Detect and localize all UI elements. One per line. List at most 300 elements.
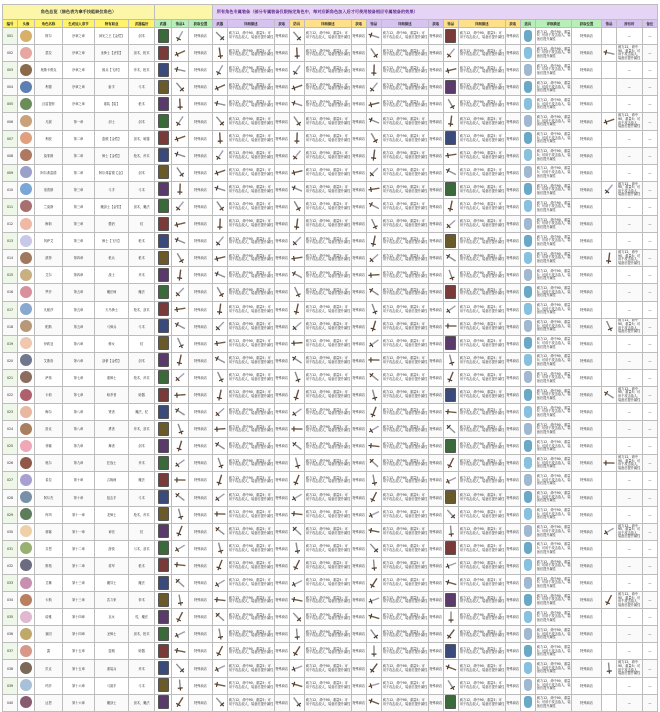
description-cell: 威力12，命中90，重量5；可用于攻击敌人，装备后提升属性 [458,369,505,386]
column-header: 头像 [17,20,34,28]
cell: 第十三章 [62,592,94,609]
description-cell: 威力12，命中90，重量5；可用于攻击敌人，装备后提升属性 [458,62,505,79]
table-row[interactable] [3,506,658,523]
icon-cell [366,438,381,455]
tome-icon [158,695,169,709]
avatar [20,47,32,59]
avatar-cell [17,626,34,643]
icon-cell [443,250,458,267]
icon-cell [520,369,535,386]
icon-cell [154,677,171,694]
icon-cell [172,62,189,79]
cell: 召唤师 [94,472,128,489]
potion-icon [524,183,532,195]
description-cell: 威力12，命中90，重量5；可用于攻击敌人，装备后提升属性 [227,164,274,181]
source-cell: 特殊商店 [274,181,289,198]
source-cell: 特殊商店 [505,694,520,711]
avatar [20,645,32,657]
description-cell: 威力12，命中90，重量5；可用于攻击敌人，装备后提升属性 [458,181,505,198]
table-row[interactable] [3,557,658,574]
weapon-icon [368,149,380,161]
source-cell: 特殊商店 [274,96,289,113]
source-cell: 特殊商店 [189,694,213,711]
icon-cell [366,677,381,694]
source-cell: 特殊商店 [428,130,443,147]
icon-cell [443,489,458,506]
table-row[interactable] [3,284,658,301]
description-cell: 威力12，命中90，重量5；可用于攻击敌人，装备后提升属性 [227,404,274,421]
table-row[interactable] [3,113,658,130]
description-cell: 威力12，命中90，重量5；可用于攻击敌人，装备后提升属性 [227,233,274,250]
icon-cell [366,96,381,113]
description-cell: 威力12，命中90，重量5；可用于攻击敌人，装备后提升属性 [535,472,571,489]
table-row[interactable] [3,404,658,421]
weapon-icon [214,200,226,212]
icon-cell [520,335,535,352]
icon-cell [289,45,304,62]
icon-cell [443,79,458,96]
weapon-icon [368,337,380,349]
description-cell: 威力12，命中90，重量5；可用于攻击敌人，装备后提升属性 [535,421,571,438]
source-cell: 特殊商店 [274,421,289,438]
avatar [20,611,32,623]
weapon-icon [291,457,303,469]
row-id: 010 [3,181,18,198]
source-cell: 特殊商店 [505,250,520,267]
weapon-icon [214,611,226,623]
description-cell: 威力12，命中90，重量5；可用于攻击敌人，装备后提升属性 [227,318,274,335]
icon-cell [366,540,381,557]
source-cell: 特殊商店 [505,113,520,130]
cell: 剑术，枪术 [129,626,155,643]
icon-cell [172,557,189,574]
description-cell: 威力12，命中90，重量5；可用于攻击敌人，装备后提升属性 [304,216,351,233]
weapon-icon [174,81,186,93]
avatar [20,149,32,161]
icon-cell [172,147,189,164]
icon-cell [289,421,304,438]
empty-cell: — [642,216,657,233]
description-cell: 威力12，命中90，重量5；可用于攻击敌人，装备后提升属性 [458,164,505,181]
weapon-icon [368,286,380,298]
description-cell: 威力12，命中90，重量5；可用于攻击敌人，装备后提升属性 [458,575,505,592]
table-row[interactable] [3,369,658,386]
source-cell: 特殊商店 [189,557,213,574]
cell: 奥尔 [35,455,63,472]
weapon-icon [174,457,186,469]
cell: 阿尔杰 [35,489,63,506]
description-cell: 威力12，命中90，重量5；可用于攻击敌人，装备后提升属性 [381,164,428,181]
table-row[interactable] [3,609,658,626]
cell: 利波 [35,130,63,147]
cell: 骑士【金铠】 [94,147,128,164]
cell: 杖，魔法 [129,609,155,626]
tome-icon [158,29,169,43]
source-cell: 特殊商店 [572,472,602,489]
source-cell: 特殊商店 [351,301,366,318]
source-cell: 特殊商店 [572,626,602,643]
cell: 射手 [94,79,128,96]
table-row[interactable] [3,643,658,660]
weapon-icon [174,183,186,195]
source-cell: 特殊商店 [274,301,289,318]
source-cell: 特殊商店 [189,455,213,472]
table-row[interactable] [3,198,658,215]
table-row[interactable] [3,250,658,267]
cell: 暗器 [129,643,155,660]
description-cell: 威力12，命中90，重量5；可用于攻击敌人，装备后提升属性 [535,523,571,540]
icon-cell [443,386,458,403]
source-cell: 特殊商店 [189,660,213,677]
avatar-cell [17,421,34,438]
table-row[interactable] [3,335,658,352]
avatar [20,371,32,383]
icon-cell [366,79,381,96]
potion-icon [524,491,532,503]
icon-cell [289,557,304,574]
table-row[interactable] [3,386,658,403]
column-header: 获取 [505,20,520,28]
icon-cell [289,694,304,711]
cell: 狙击手 [94,489,128,506]
description-cell: 威力12，命中90，重量5；可用于攻击敌人，装备后提升属性 [458,626,505,643]
weapon-icon [214,149,226,161]
icon-cell [366,335,381,352]
icon-cell [602,198,617,215]
description-cell: 威力12，命中90，重量5；可用于攻击敌人，装备后提升属性 [227,489,274,506]
description-cell: 威力12，命中90，重量5；可用于攻击敌人，装备后提升属性 [535,318,571,335]
empty-cell: — [642,472,657,489]
icon-cell [602,592,617,609]
source-cell: 特殊商店 [505,198,520,215]
weapon-icon [368,269,380,281]
description-cell: 威力12，命中90，重量5；可用于攻击敌人，装备后提升属性 [304,421,351,438]
description-cell: 威力12，命中90，重量5；可用于攻击敌人，装备后提升属性 [458,233,505,250]
potion-icon [524,200,532,212]
icon-cell [602,96,617,113]
icon-cell [443,96,458,113]
icon-cell [520,318,535,335]
cell: 龙骑士 [94,506,128,523]
cell: 塞因 [35,626,63,643]
weapon-icon [291,320,303,332]
cell: 杖 [129,216,155,233]
cell: 圣骑士 [94,626,128,643]
tome-icon [445,336,456,350]
icon-cell [212,233,227,250]
table-row[interactable] [3,575,658,592]
row-id: 038 [3,660,18,677]
column-header: 详细描述 [381,20,428,28]
table-row[interactable] [3,352,658,369]
description-cell: 威力12，命中90，重量5；可用于攻击敌人，装备后提升属性 [535,28,571,45]
avatar-cell [17,284,34,301]
icon-cell [172,216,189,233]
table-row[interactable] [3,472,658,489]
description-cell: 威力12，命中90，重量5；可用于攻击敌人，装备后提升属性 [227,506,274,523]
icon-cell [212,369,227,386]
weapon-icon [603,389,615,401]
cell: 勇者 [94,421,128,438]
table-row[interactable] [3,540,658,557]
weapon-icon [291,218,303,230]
table-row[interactable] [3,660,658,677]
cell: 剑术 [129,352,155,369]
source-cell: 特殊商店 [351,575,366,592]
table-row[interactable] [3,267,658,284]
description-cell: 威力12，命中90，重量5；可用于攻击敌人，装备后提升属性 [227,62,274,79]
description-cell: 威力12，命中90，重量5；可用于攻击敌人，装备后提升属性 [535,216,571,233]
column-header: 获取位置 [189,20,213,28]
description-cell: 威力12，命中90，重量5；可用于攻击敌人，装备后提升属性 [458,284,505,301]
empty-cell: — [642,523,657,540]
source-cell: 特殊商店 [572,28,602,45]
column-header: 持有时 [616,20,642,28]
icon-cell [443,198,458,215]
icon-cell [602,557,617,574]
empty-cell: — [642,386,657,403]
weapon-icon [368,354,380,366]
source-cell: 特殊商店 [572,79,602,96]
weapon-icon [445,303,457,315]
table-row[interactable] [3,79,658,96]
table-row[interactable] [3,216,658,233]
table-row[interactable] [3,62,658,79]
source-cell: 特殊商店 [505,96,520,113]
icon-cell [602,164,617,181]
source-cell: 特殊商店 [189,523,213,540]
weapon-icon [174,132,186,144]
table-row[interactable] [3,694,658,711]
description-cell: 威力12，命中90，重量5；可用于攻击敌人，装备后提升属性 [304,113,351,130]
description-cell: 威力12，命中90，重量5；可用于攻击敌人，装备后提升属性 [381,79,428,96]
cell: 第十章 [62,472,94,489]
icon-cell [520,643,535,660]
weapon-icon [291,594,303,606]
table-row[interactable] [3,130,658,147]
source-cell: 特殊商店 [428,421,443,438]
source-cell: 特殊商店 [351,557,366,574]
source-cell: 特殊商店 [428,181,443,198]
table-row[interactable] [3,301,658,318]
icon-cell [520,438,535,455]
icon-cell [154,181,171,198]
tome-icon [445,593,456,607]
description-cell: 威力12，命中90，重量5；可用于攻击敌人，装备后提升属性 [458,352,505,369]
potion-icon [524,423,532,435]
table-row[interactable] [3,164,658,181]
icon-cell [443,472,458,489]
source-cell: 特殊商店 [351,455,366,472]
table-row[interactable] [3,96,658,113]
tome-icon [158,456,169,470]
source-cell: 特殊商店 [572,540,602,557]
avatar [20,679,32,691]
cell: 第十四章 [62,626,94,643]
weapon-icon [174,320,186,332]
empty-cell: — [642,233,657,250]
avatar [20,406,32,418]
empty-cell: — [616,301,642,318]
description-cell: 威力12，命中90，重量5；可用于攻击敌人，装备后提升属性 [381,369,428,386]
icon-cell [443,335,458,352]
source-cell: 特殊商店 [274,335,289,352]
icon-cell [520,164,535,181]
cell: 天马骑士 [94,301,128,318]
description-cell: 威力12，命中90，重量5；可用于攻击敌人，装备后提升属性 [227,472,274,489]
description-cell: 威力12，命中90，重量5；可用于攻击敌人，装备后提升属性 [227,113,274,130]
source-cell: 特殊商店 [351,147,366,164]
weapon-icon [368,679,380,691]
table-row[interactable] [3,523,658,540]
source-cell: 特殊商店 [505,626,520,643]
icon-cell [212,352,227,369]
cell: 巫女 [94,609,128,626]
description-cell: 威力12，命中90，重量5；可用于攻击敌人，装备后提升属性 [381,113,428,130]
icon-cell [154,575,171,592]
table-row[interactable] [3,438,658,455]
weapon-icon [214,542,226,554]
weapon-icon [291,47,303,59]
source-cell: 特殊商店 [351,335,366,352]
weapon-icon [214,679,226,691]
potion-icon [524,235,532,247]
weapon-icon [291,577,303,589]
avatar [20,559,32,571]
icon-cell [172,660,189,677]
cell: 序章之章 [62,28,94,45]
icon-cell [212,250,227,267]
table-row[interactable] [3,233,658,250]
cell: 第二章 [62,164,94,181]
table-row[interactable] [3,181,658,198]
row-id: 004 [3,79,18,96]
weapon-icon [214,406,226,418]
table-row[interactable] [3,592,658,609]
cell: 弓箭手 [94,677,128,694]
cell: 卡莉 [35,386,63,403]
tome-icon [445,285,456,299]
source-cell: 特殊商店 [505,438,520,455]
cell: 梅尔 [35,404,63,421]
description-cell: 威力12，命中90，重量5；可用于攻击敌人，装备后提升属性 [535,438,571,455]
icon-cell [602,386,617,403]
empty-cell: — [642,575,657,592]
icon-cell [172,609,189,626]
avatar-cell [17,45,34,62]
source-cell: 特殊商店 [428,472,443,489]
empty-cell: — [616,147,642,164]
left-title-blank [154,5,212,20]
table-row[interactable] [3,677,658,694]
weapon-icon [603,320,615,332]
cell: 库玛 [35,506,63,523]
icon-cell [172,233,189,250]
potion-icon [524,628,532,640]
icon-cell [154,694,171,711]
weapon-icon [174,474,186,486]
table-row[interactable] [3,45,658,62]
table-row[interactable] [3,147,658,164]
icon-cell [154,472,171,489]
empty-cell: — [616,79,642,96]
empty-cell: — [642,540,657,557]
cell: 第三章 [62,181,94,198]
source-cell: 特殊商店 [274,592,289,609]
table-row[interactable] [3,318,658,335]
weapon-icon [174,303,186,315]
cell: 游侠 [94,540,128,557]
weapon-icon [368,696,380,708]
cell: 枪术 [129,96,155,113]
character-table [2,4,658,712]
icon-cell [154,233,171,250]
tome-icon [158,507,169,521]
weapon-icon [368,64,380,76]
weapon-icon [368,200,380,212]
cell: 序章之章 [62,45,94,62]
potion-icon [524,303,532,315]
tome-icon [158,473,169,487]
avatar-cell [17,96,34,113]
source-cell: 特殊商店 [351,181,366,198]
table-row[interactable] [3,455,658,472]
tome-icon [158,217,169,231]
tome-icon [445,644,456,658]
weapon-icon [214,81,226,93]
empty-cell: — [642,369,657,386]
source-cell: 特殊商店 [274,575,289,592]
source-cell: 特殊商店 [189,352,213,369]
weapon-icon [368,559,380,571]
icon-cell [154,284,171,301]
potion-icon [524,47,532,59]
empty-cell: — [642,130,657,147]
description-cell: 威力12，命中90，重量5；可用于攻击敌人，装备后提升属性 [381,609,428,626]
table-row[interactable] [3,489,658,506]
source-cell: 特殊商店 [428,677,443,694]
weapon-icon [291,696,303,708]
weapon-icon [174,252,186,264]
table-row[interactable] [3,421,658,438]
source-cell: 特殊商店 [505,267,520,284]
icon-cell [172,96,189,113]
cell: 魔剑士 [94,694,128,711]
avatar [20,303,32,315]
cell: 佣兵【飞斧】 [94,62,128,79]
source-cell: 特殊商店 [572,369,602,386]
avatar-cell [17,575,34,592]
table-row[interactable] [3,28,658,45]
weapon-icon [174,645,186,657]
weapon-icon [368,303,380,315]
source-cell: 特殊商店 [189,147,213,164]
icon-cell [289,181,304,198]
table-row[interactable] [3,626,658,643]
row-id: 023 [3,404,18,421]
cell: 第二章 [62,147,94,164]
icon-cell [172,489,189,506]
description-cell: 威力12，命中90，重量5；可用于攻击敌人，装备后提升属性 [458,250,505,267]
row-id: 007 [3,130,18,147]
description-cell: 威力12，命中90，重量5；可用于攻击敌人，装备后提升属性 [304,472,351,489]
avatar-cell [17,369,34,386]
empty-cell: — [642,421,657,438]
icon-cell [154,130,171,147]
icon-cell [172,575,189,592]
weapon-icon [368,542,380,554]
tome-icon [158,490,169,504]
